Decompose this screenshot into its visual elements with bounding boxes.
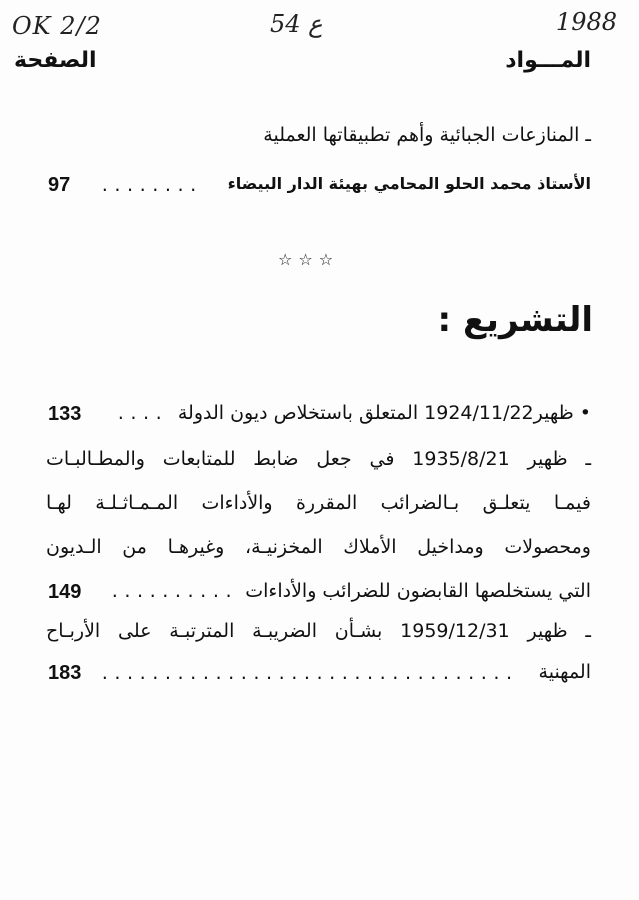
- handwritten-page-mark: ع 54: [270, 10, 323, 38]
- handwritten-ok-mark: OK 2/2: [12, 12, 102, 40]
- section-title: التشريع :: [437, 300, 593, 340]
- dot-leader: ........: [100, 176, 202, 195]
- entry-page-number: 183: [48, 662, 82, 684]
- divider-stars: ☆☆☆: [278, 250, 340, 269]
- entry-line: ـ ظهير 1959/12/31 بشـأن الضريبـة المترتبـة على الأربـاح: [46, 620, 591, 642]
- entry-author: الأستاذ محمد الحلو المحامي بهيئة الدار البيضاء: [227, 174, 591, 193]
- entry-page-number: 97: [48, 174, 71, 196]
- entry-line: ـ ظهير 1935/8/21 في جعل ضابط للمتابعات والمطـالبـات: [46, 448, 592, 470]
- handwritten-year-mark: 1988: [555, 8, 617, 36]
- entry-line: فيمـا يتعلـق بـالضرائب المقررة والأداءات المـمـاثـلـة لهـا: [46, 492, 591, 514]
- page-column-header: الصفحة: [14, 48, 97, 73]
- entry-line: • ظهير1924/11/22 المتعلق باستخلاص ديون الدولة: [177, 402, 591, 424]
- dot-leader: .................................: [100, 664, 517, 683]
- dot-leader: ....: [116, 404, 167, 423]
- entry-line: المهنية: [538, 661, 591, 683]
- dot-leader: ..........: [110, 582, 237, 601]
- entry-line: ومحصولات ومداخيل الأملاك المخزنيـة، وغيرهـا من الـديون: [46, 536, 591, 558]
- entry-page-number: 133: [48, 403, 82, 425]
- entry-line: التي يستخلصها القابضون للضرائب والأداءات: [245, 580, 591, 602]
- entry-page-number: 149: [48, 581, 82, 603]
- entry-title: ـ المنازعات الجبائية وأهم تطبيقاتها العملية: [263, 124, 591, 146]
- items-column-header: المـــواد: [505, 48, 591, 73]
